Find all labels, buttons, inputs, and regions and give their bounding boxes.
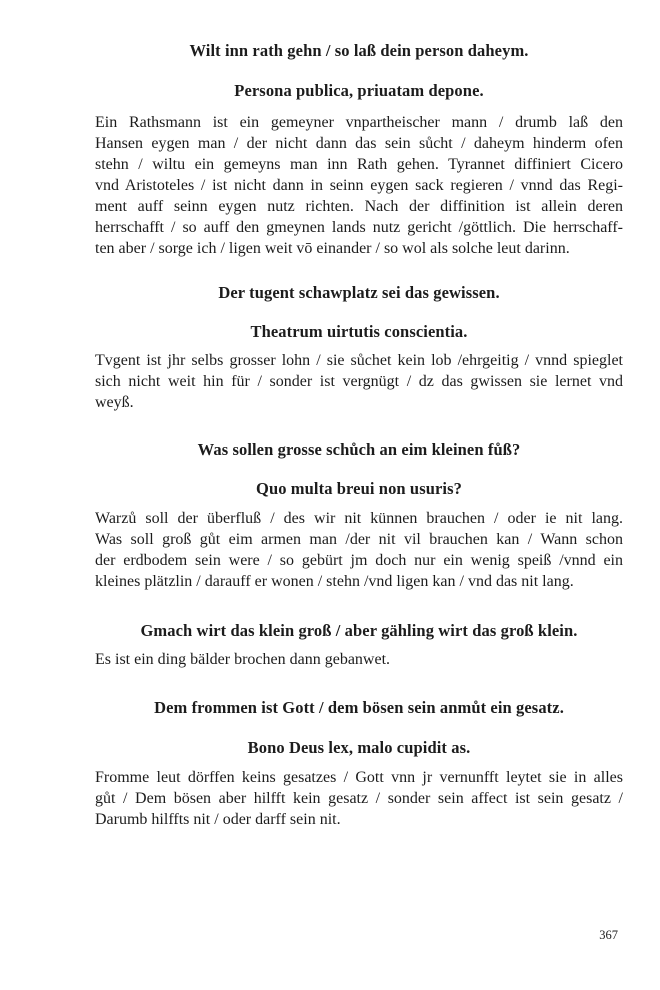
text-line: Was soll groß gůt eim armen man /der nit vil brauchen kan / Wann schon: [95, 531, 623, 548]
maxim-heading-german: Dem frommen ist Gott / dem bösen sein anmůt ein gesatz.: [154, 698, 564, 717]
text-line: Hansen eygen man / der nicht dann das sein sůcht / daheym hinderm ofen: [95, 135, 623, 152]
maxim-heading-latin: Quo multa breui non usuris?: [256, 479, 462, 498]
page-number: 367: [599, 928, 618, 942]
text-line: Darumb hilffts nit / oder darff sein nit.: [95, 811, 341, 828]
text-line: sich nicht weit hin für / sonder ist vergnügt / dz das gwissen sie lernet vnd: [95, 373, 623, 390]
text-line: Es ist ein ding bälder brochen dann gebanwet.: [95, 651, 391, 668]
maxim-heading-latin: Theatrum uirtutis conscientia.: [250, 322, 468, 341]
text-line: kleines plätzlin / darauff er wonen / stehn /vnd ligen kan / vnd das nit lang.: [95, 573, 574, 590]
text-line: Ein Rathsmann ist ein gemeyner vnpartheischer mann / drumb laß den: [95, 114, 623, 131]
text-line: vnd Aristoteles / ist nicht dann in seinn eygen sack regieren / vnnd das Regi-: [95, 177, 623, 194]
commentary-paragraph: [95, 508, 623, 592]
maxim-heading-german: Der tugent schawplatz sei das gewissen.: [218, 283, 500, 302]
text-line: ten aber / sorge ich / ligen weit vō einander / so wol als solche leut darinn.: [95, 240, 570, 257]
text-line: der erdbodem sein were / so gebürt jm doch nur ein wenig speiß /vnnd ein: [95, 552, 623, 569]
commentary-paragraph: [95, 649, 623, 670]
maxim-heading-latin: Persona publica, priuatam depone.: [234, 81, 484, 100]
maxim-heading-latin: Bono Deus lex, malo cupidit as.: [247, 738, 471, 757]
text-line: ment auff seinn eygen nutz richten. Nach der diffinition ist allein deren: [95, 198, 623, 215]
text-line: Tvgent ist jhr selbs grosser lohn / sie sůchet kein lob /ehrgeitig / vnnd spieglet: [95, 352, 623, 369]
text-line: gůt / Dem bösen aber hilfft kein gesatz / sonder sein affect ist sein gesatz /: [95, 790, 623, 807]
text-line: stehn / wiltu ein gemeyns man inn Rath gehen. Tyrannet diffiniert Cicero: [95, 156, 623, 173]
text-line: herrschafft / so auff den gmeynen lands nutz gericht /göttlich. Die herrschaff-: [95, 219, 623, 236]
text-line: weyß.: [95, 394, 134, 411]
maxim-heading-german: Was sollen grosse schůch an eim kleinen fůß?: [197, 440, 521, 459]
maxim-heading-german: Gmach wirt das klein groß / aber gähling wirt das groß klein.: [140, 621, 578, 640]
commentary-paragraph: [95, 112, 623, 259]
text-line: Warzů soll der überfluß / des wir nit künnen brauchen / oder ie nit lang.: [95, 510, 623, 527]
text-line: Fromme leut dörffen keins gesatzes / Gott vnn jr vernunfft leytet sie in alles: [95, 769, 623, 786]
commentary-paragraph: [95, 767, 623, 830]
commentary-paragraph: [95, 350, 623, 413]
maxim-heading-german: Wilt inn rath gehn / so laß dein person daheym.: [189, 41, 529, 60]
